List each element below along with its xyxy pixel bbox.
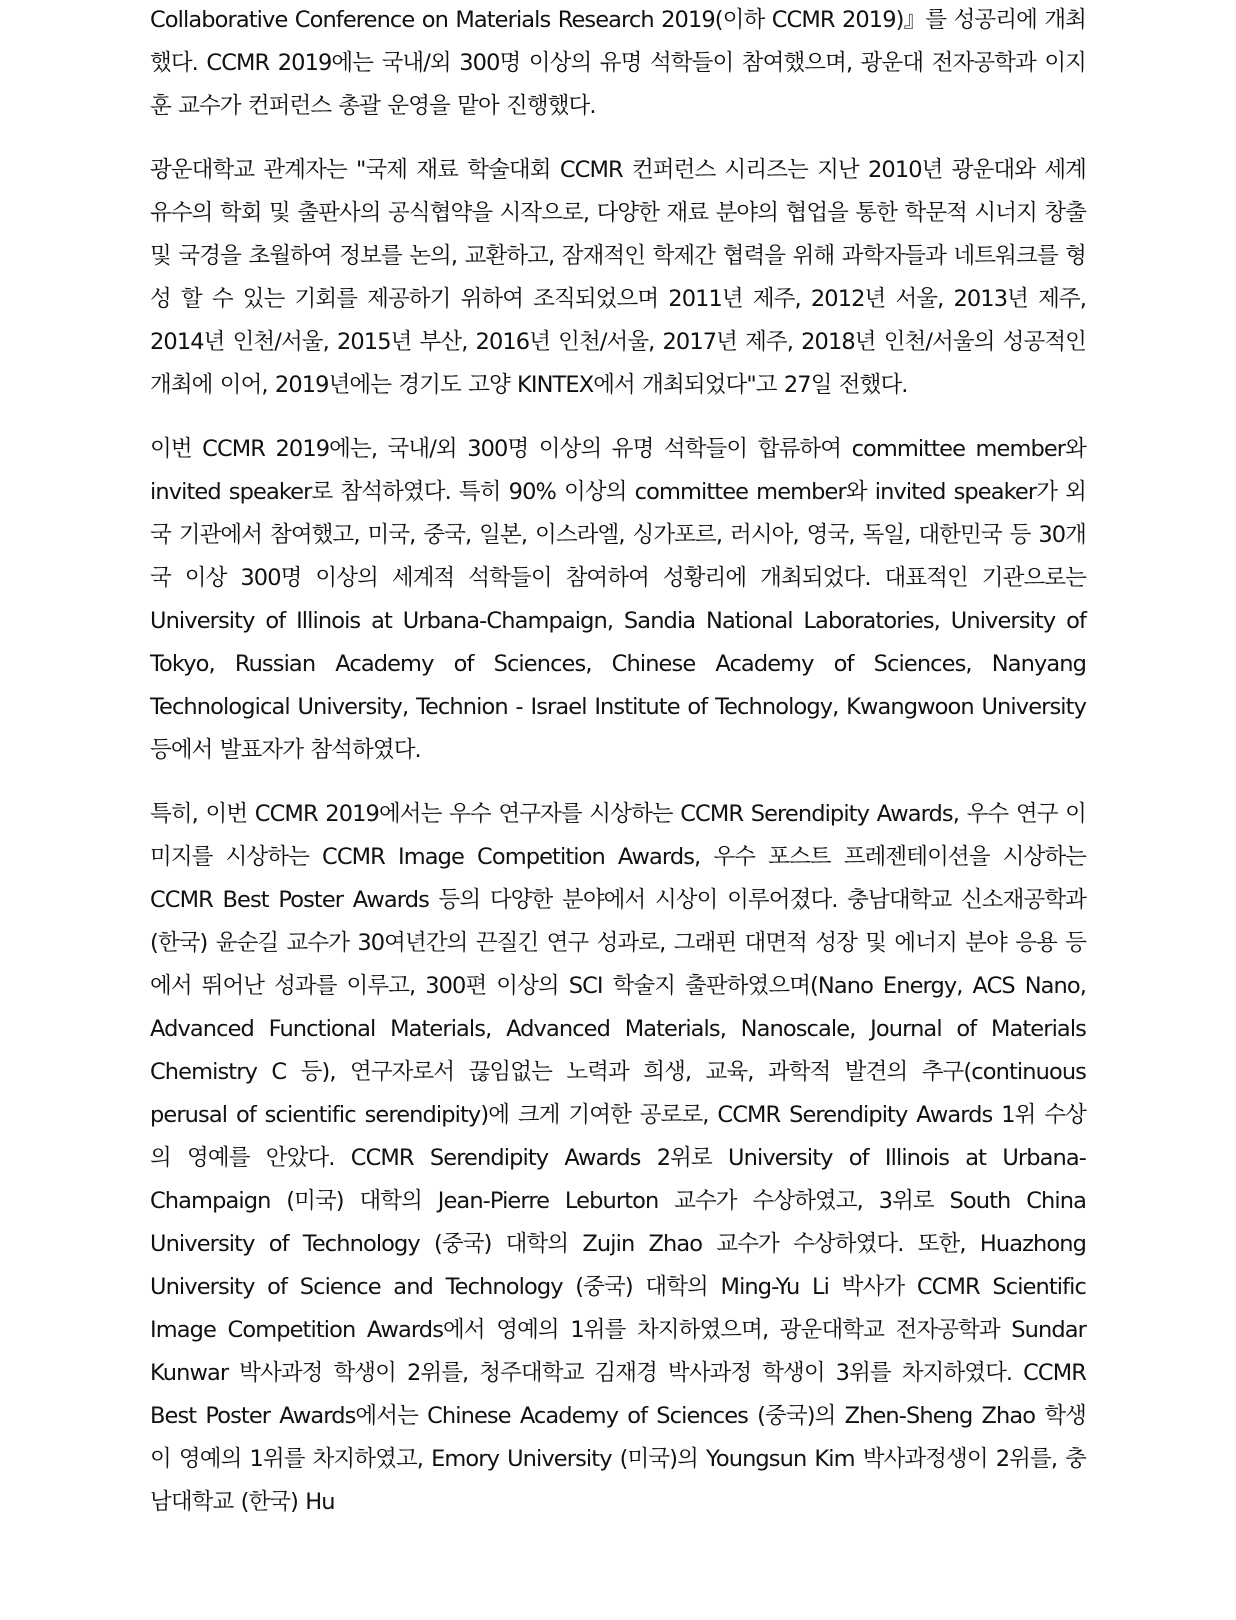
paragraph-awards: 특히, 이번 CCMR 2019에서는 우수 연구자를 시상하는 CCMR Serendipity Awards, 우수 연구 이미지를 시상하는 CCMR Image Competition Awards, 우수 포스트 프레젠테이션을 시상하는 CCMR Best Poster Awards 등의 다양한 분야에서 시상이 이루어졌다. 충남대학교 신소재공학과 (한국) 윤순길 교수가 30여년간의 끈질긴 연구 성과로, 그래핀 대면적 성장 및 에너지 분야 응용 등에서 뛰어난 성과를 이루고, 300편 이상의 SCI 학술지 출판하였으며(Nano Energy, ACS Nano, Advanced Functional Materials, Advanced Materials, Nanoscale, Journal of Materials Chemistry C 등), 연구자로서 끊임없는 노력과 희생, 교육, 과학적 발견의 추구(continuous perusal of scientific serendipity)에 크게 기여한 공로로, CCMR Serendipity Awards 1위 수상의 영예를 안았다. CCMR Serendipity Awards 2위로 University of Illinois at Urbana-Champaign (미국) 대학의 Jean-Pierre Leburton 교수가 수상하였고, 3위로 South China University of Technology (중국) 대학의 Zujin Zhao 교수가 수상하였다. 또한, Huazhong University of Science and Technology (중국) 대학의 Ming-Yu Li 박사가 CCMR Scientific Image Competition Awards에서 영예의 1위를 차지하였으며, 광운대학교 전자공학과 Sundar Kunwar 박사과정 학생이 2위를, 청주대학교 김재경 박사과정 학생이 3위를 차지하였다. CCMR Best Poster Awards에서는 Chinese Academy of Sciences (중국)의 Zhen-Sheng Zhao 학생이 영예의 1위를 차지하였고, Emory University (미국)의 Youngsun Kim 박사과정생이 2위를, 충남대학교 (한국) Hu [150,801,1086,1515]
paragraph-history: 광운대학교 관계자는 "국제 재료 학술대회 CCMR 컨퍼런스 시리즈는 지난 2010년 광운대와 세계 유수의 학회 및 출판사의 공식협약을 시작으로, 다양한 재료 분야의 협업을 통한 학문적 시너지 창출 및 국경을 초월하여 정보를 논의, 교환하고, 잠재적인 학제간 협력을 위해 과학자들과 네트워크를 형성 할 수 있는 기회를 제공하기 위하여 조직되었으며 2011년 제주, 2012년 서울, 2013년 제주, 2014년 인천/서울, 2015년 부산, 2016년 인천/서울, 2017년 제주, 2018년 인천/서울의 성공적인 개최에 이어, 2019년에는 경기도 고양 KINTEX에서 개최되었다"고 27일 전했다. [150,157,1086,398]
article-body [150,0,1086,1545]
paragraph-intro: Collaborative Conference on Materials Research 2019(이하 CCMR 2019)』를 성공리에 개최했다. CCMR 2019에는 국내/외 300명 이상의 유명 석학들이 참여했으며, 광운대 전자공학과 이지훈 교수가 컨퍼런스 총괄 운영을 맡아 진행했다. [150,7,1086,119]
paragraph-participants: 이번 CCMR 2019에는, 국내/외 300명 이상의 유명 석학들이 합류하여 committee member와 invited speaker로 참석하였다. 특히 90% 이상의 committee member와 invited speaker가 외국 기관에서 참여했고, 미국, 중국, 일본, 이스라엘, 싱가포르, 러시아, 영국, 독일, 대한민국 등 30개국 이상 300명 이상의 세계적 석학들이 참여하여 성황리에 개최되었다. 대표적인 기관으로는 University of Illinois at Urbana-Champaign, Sandia National Laboratories, University of Tokyo, Russian Academy of Sciences, Chinese Academy of Sciences, Nanyang Technological University, Technion - Israel Institute of Technology, Kwangwoon University 등에서 발표자가 참석하였다. [150,436,1086,763]
